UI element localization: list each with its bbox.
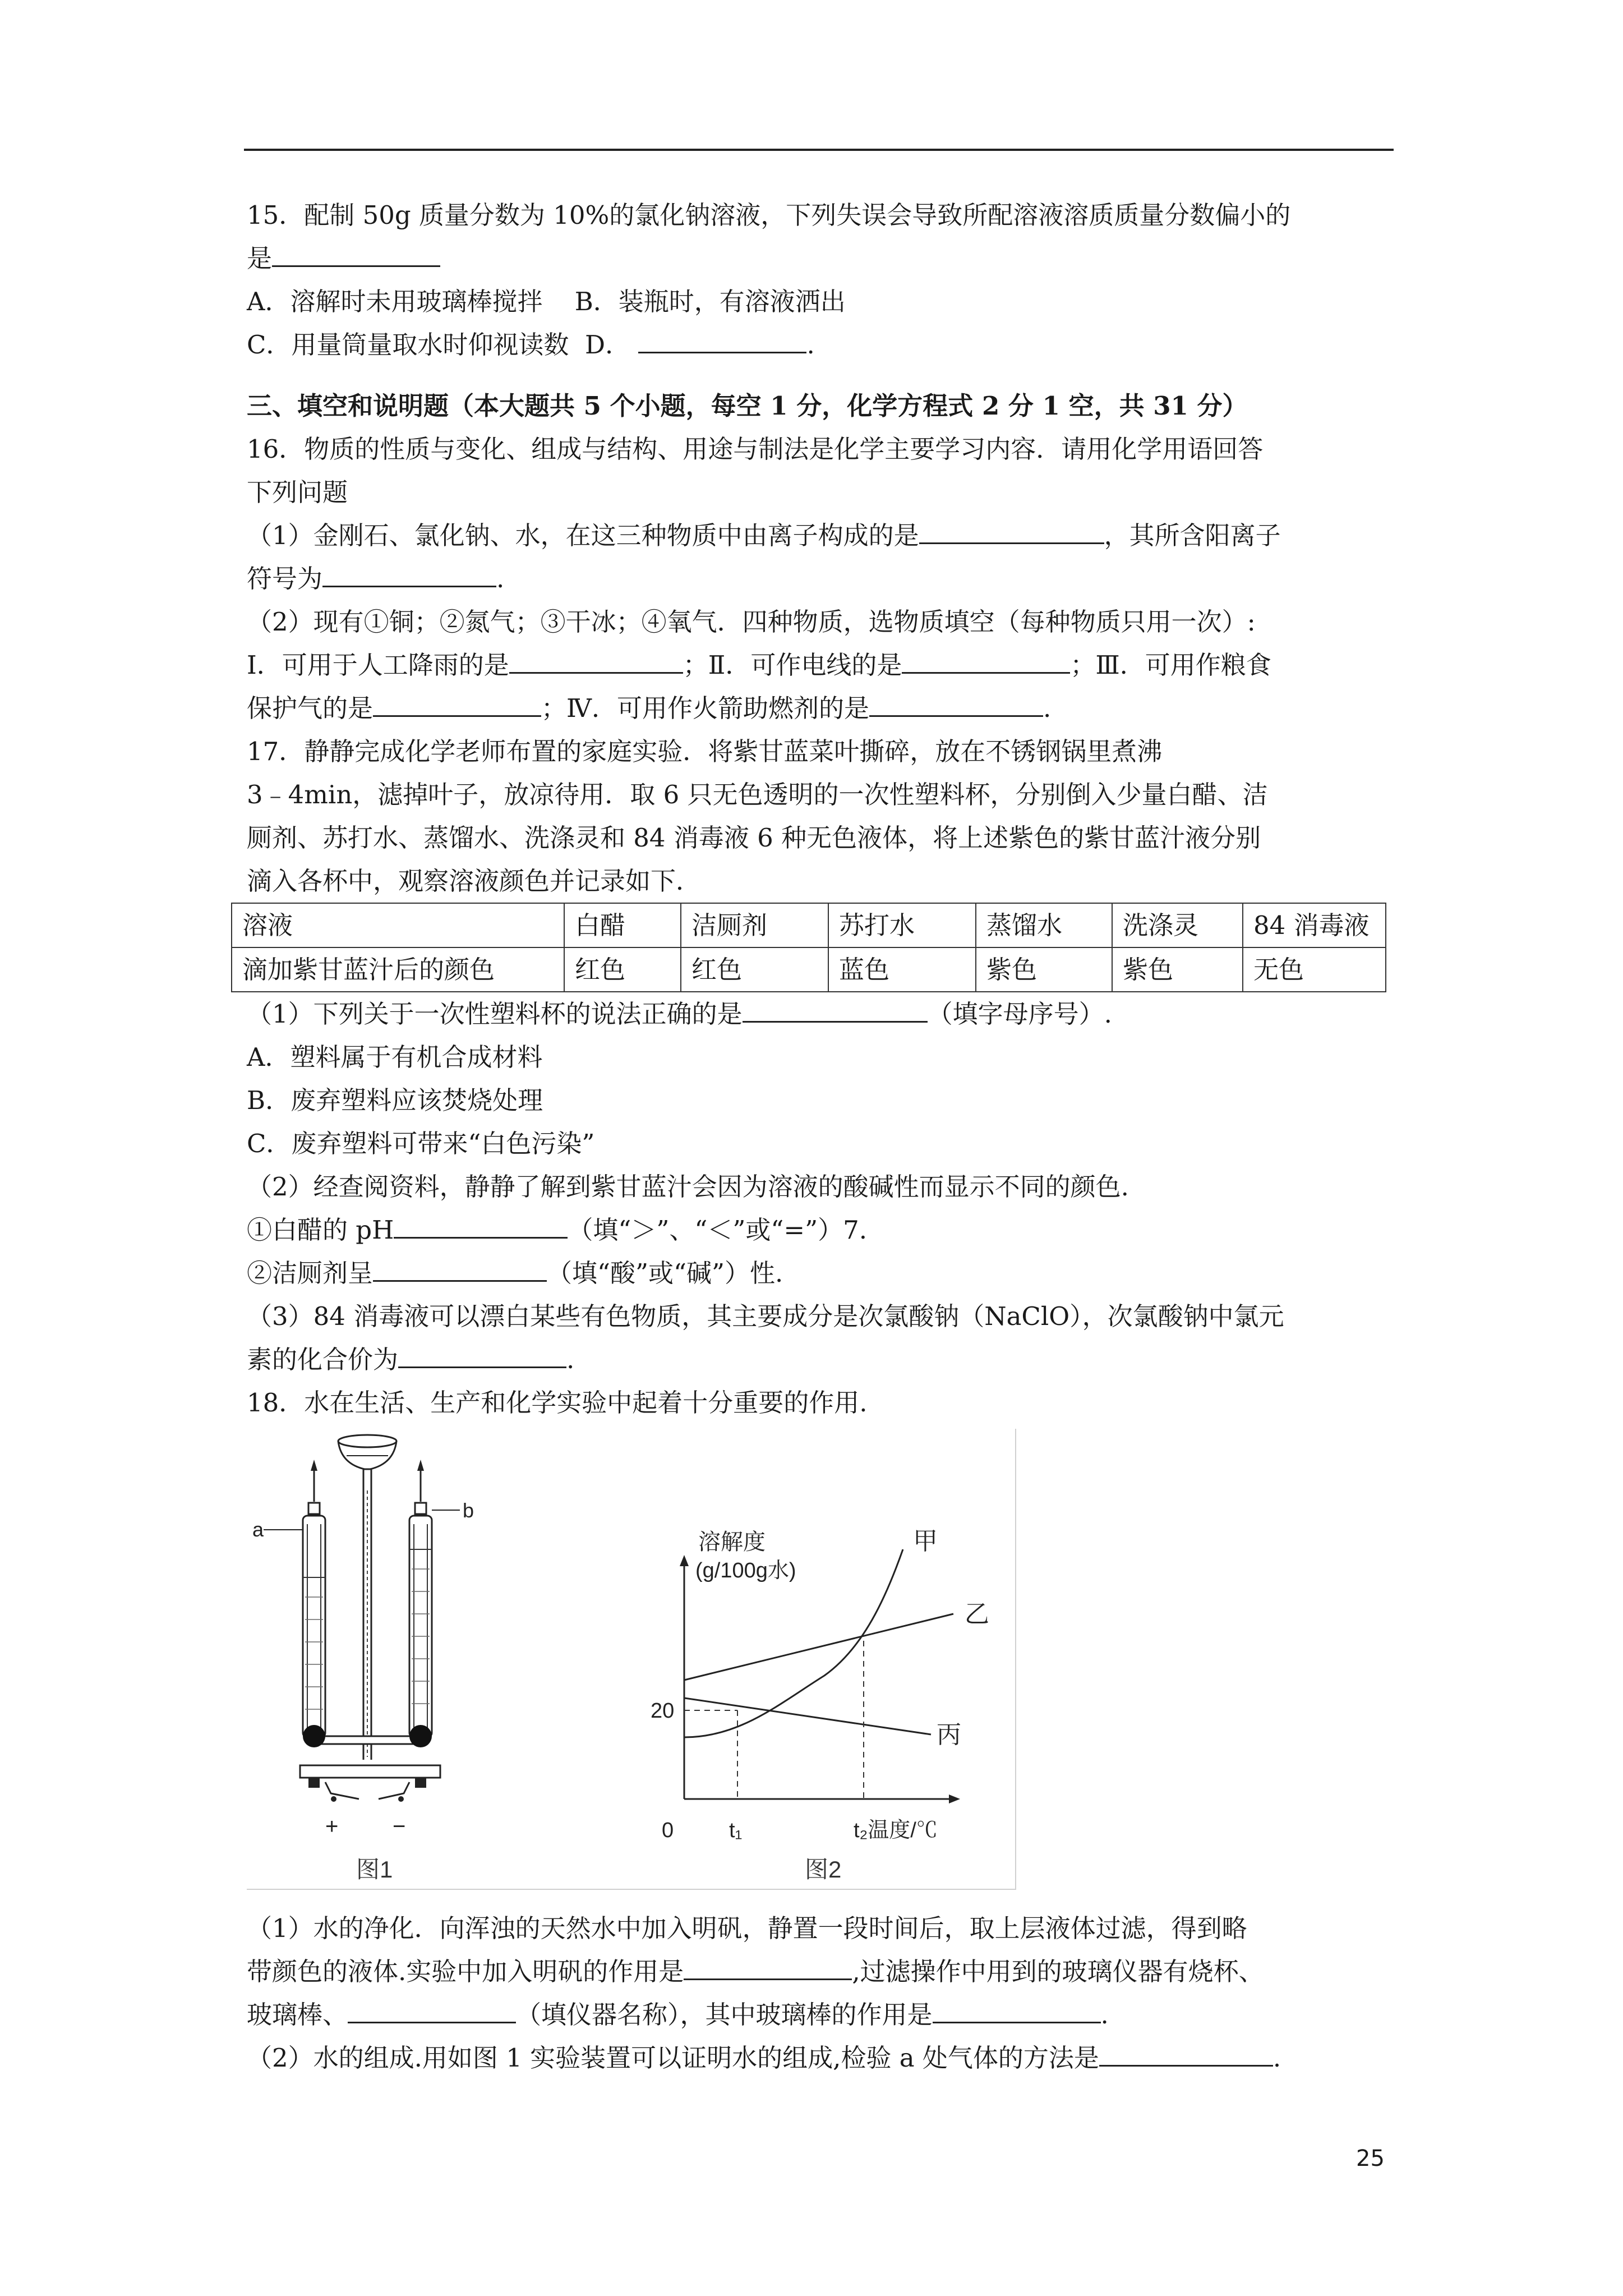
q17-option-b: B．废弃塑料应该焚烧处理 — [247, 1085, 543, 1115]
q18-p1-blank2[interactable] — [348, 1995, 516, 2023]
q18-p2-line: （2）水的组成.用如图 1 实验装置可以证明水的组成,检验 a 处气体的方法是 . — [247, 2036, 1394, 2079]
line-yi — [684, 1614, 953, 1680]
q17-p3-line2: 素的化合价为 . — [247, 1338, 1394, 1381]
q17-p2-1-blank[interactable] — [394, 1210, 568, 1239]
y-tick-20: 20 — [651, 1699, 675, 1723]
q16-line1: 16．物质的性质与变化、组成与结构、用途与制法是化学主要学习内容．请用化学用语回答 — [247, 434, 1264, 464]
q17-line2: 3﹣4min，滤掉叶子，放凉待用．取 6 只无色透明的一次性塑料杯，分别倒入少量白醋、洁 — [247, 780, 1268, 809]
table-cell: 蓝色 — [828, 947, 976, 992]
x-tick-t1: t₁ — [729, 1819, 743, 1842]
table-cell: 溶液 — [232, 903, 564, 947]
q18-figures — [247, 1429, 1394, 1894]
y-axis-label: 溶解度 — [698, 1530, 766, 1554]
table-cell: 洗涤灵 — [1112, 903, 1243, 947]
q16-p2-line3: 保护气的是 ；Ⅳ．可用作火箭助燃剂的是 . — [247, 687, 1394, 730]
q15-option-a: A．溶解时未用玻璃棒搅拌 — [247, 287, 543, 316]
q15-option-d: D． — [585, 330, 631, 360]
q17-option-a: A．塑料属于有机合成材料 — [247, 1042, 543, 1072]
q16-p1-blank2[interactable] — [322, 559, 496, 587]
q15-line1: 15．配制 50g 质量分数为 10%的氯化钠溶液，下列失误会导致所配溶液溶质质量分数偏小的 — [247, 200, 1291, 230]
q17-p2-1-line: ①白醋的 pH （填“＞”、“＜”或“=”）7. — [247, 1208, 1394, 1251]
q18-p1-line2: 带颜色的液体.实验中加入明矾的作用是 ,过滤操作中用到的玻璃仪器有烧杯、 — [247, 1950, 1394, 1993]
table-cell: 无色 — [1243, 947, 1386, 992]
section3-title: 三、填空和说明题（本大题共 5 个小题，每空 1 分，化学方程式 2 分 1 空，共 31 分） — [247, 391, 1248, 421]
table-cell: 红色 — [564, 947, 681, 992]
header-rule — [244, 149, 1394, 151]
q17-p1-line: （1）下列关于一次性塑料杯的说法正确的是 （填字母序号）. — [247, 992, 1394, 1036]
q16-p1-blank1[interactable] — [919, 516, 1104, 544]
q17-line4: 滴入各杯中，观察溶液颜色并记录如下． — [247, 866, 702, 896]
label-a: a — [252, 1518, 264, 1541]
table-header-row — [232, 903, 1386, 947]
figure1-caption: 图1 — [356, 1856, 393, 1883]
q16-line2: 下列问题 — [247, 477, 348, 507]
q18-p1-line3: 玻璃棒、 （填仪器名称），其中玻璃棒的作用是 . — [247, 1993, 1394, 2036]
curve-label-yi: 乙 — [965, 1600, 989, 1628]
q15-options-ab — [247, 280, 1394, 323]
q16-p2-line2: Ⅰ．可用于人工降雨的是 ；Ⅱ．可作电线的是 ；Ⅲ．可用作粮食 — [247, 643, 1394, 687]
electrolysis-apparatus-figure — [247, 1429, 628, 1889]
curve-label-bing: 丙 — [937, 1721, 961, 1749]
table-cell: 紫色 — [1112, 947, 1243, 992]
page-content — [242, 194, 1394, 2079]
q16-p2-blank3[interactable] — [373, 688, 541, 717]
solubility-curve-figure — [639, 1429, 1015, 1889]
q16-p2-blank2[interactable] — [902, 645, 1070, 674]
q16-p2-blank4[interactable] — [869, 688, 1043, 717]
q16-p2-line1: （2）现有①铜；②氮气；③干冰；④氧气．四种物质，选物质填空（每种物质只用一次）: — [247, 607, 1256, 637]
q15-line2: 是 — [247, 237, 1394, 280]
q17-p2-2-blank[interactable] — [373, 1253, 547, 1282]
q18-p1-blank3[interactable] — [933, 1995, 1101, 2023]
figure2-caption: 图2 — [805, 1856, 842, 1883]
q15-option-c: C．用量筒量取水时仰视读数 — [247, 330, 569, 360]
table-cell: 84 消毒液 — [1243, 903, 1386, 947]
table-row — [232, 947, 1386, 992]
q18-line1: 18．水在生活、生产和化学实验中起着十分重要的作用. — [247, 1388, 868, 1418]
table-cell: 苏打水 — [828, 903, 976, 947]
table-cell: 洁厕剂 — [681, 903, 828, 947]
table-cell: 蒸馏水 — [976, 903, 1112, 947]
table-cell: 紫色 — [976, 947, 1112, 992]
q17-line1: 17．静静完成化学老师布置的家庭实验．将紫甘蓝菜叶撕碎，放在不锈钢锅里煮沸 — [247, 737, 1163, 766]
q16-p1-line1: （1）金刚石、氯化钠、水，在这三种物质中由离子构成的是 ，其所含阳离子 — [247, 514, 1394, 557]
origin-label: 0 — [662, 1819, 674, 1842]
table-cell: 滴加紫甘蓝汁后的颜色 — [232, 947, 564, 992]
curve-label-jia: 甲 — [913, 1527, 938, 1555]
q17-option-c: C．废弃塑料可带来“白色污染” — [247, 1129, 595, 1158]
line-bing — [684, 1698, 931, 1734]
cathode-minus-sign: − — [393, 1814, 406, 1839]
q16-p2-blank1[interactable] — [509, 645, 683, 674]
q17-p1-blank[interactable] — [743, 994, 928, 1023]
q15-answer-blank[interactable] — [272, 238, 440, 267]
q15-options-cd: C．用量筒量取水时仰视读数 D． . — [247, 323, 1394, 366]
table-cell: 白醋 — [564, 903, 681, 947]
q17-p2-line: （2）经查阅资料，静静了解到紫甘蓝汁会因为溶液的酸碱性而显示不同的颜色. — [247, 1172, 1129, 1202]
x-axis-label-t2: t₂温度/℃ — [854, 1819, 938, 1842]
page-number: 25 — [1356, 2146, 1385, 2171]
q18-p2-blank[interactable] — [1099, 2038, 1273, 2067]
q15-option-b: B．装瓶时，有溶液洒出 — [574, 287, 846, 316]
q15-option-d-blank[interactable] — [638, 325, 806, 353]
q17-p3-line1: （3）84 消毒液可以漂白某些有色物质，其主要成分是次氯酸钠（NaClO），次氯酸钠中氯元 — [247, 1301, 1284, 1331]
table-cell: 红色 — [681, 947, 828, 992]
q16-p1-line2: 符号为 . — [247, 557, 1394, 600]
y-axis-unit: (g/100g水) — [695, 1559, 796, 1582]
q18-p1-line1: （1）水的净化．向浑浊的天然水中加入明矾，静置一段时间后，取上层液体过滤，得到略 — [247, 1913, 1247, 1943]
q17-p2-2-line: ②洁厕剂呈 （填“酸”或“碱”）性. — [247, 1251, 1394, 1295]
q17-p3-blank[interactable] — [398, 1340, 566, 1368]
q17-line3: 厕剂、苏打水、蒸馏水、洗涤灵和 84 消毒液 6 种无色液体，将上述紫色的紫甘蓝汁液分别 — [247, 823, 1261, 853]
label-b: b — [463, 1499, 474, 1522]
solution-color-table — [231, 903, 1386, 992]
anode-plus-sign: + — [325, 1814, 339, 1839]
q18-p1-blank1[interactable] — [684, 1952, 852, 1980]
